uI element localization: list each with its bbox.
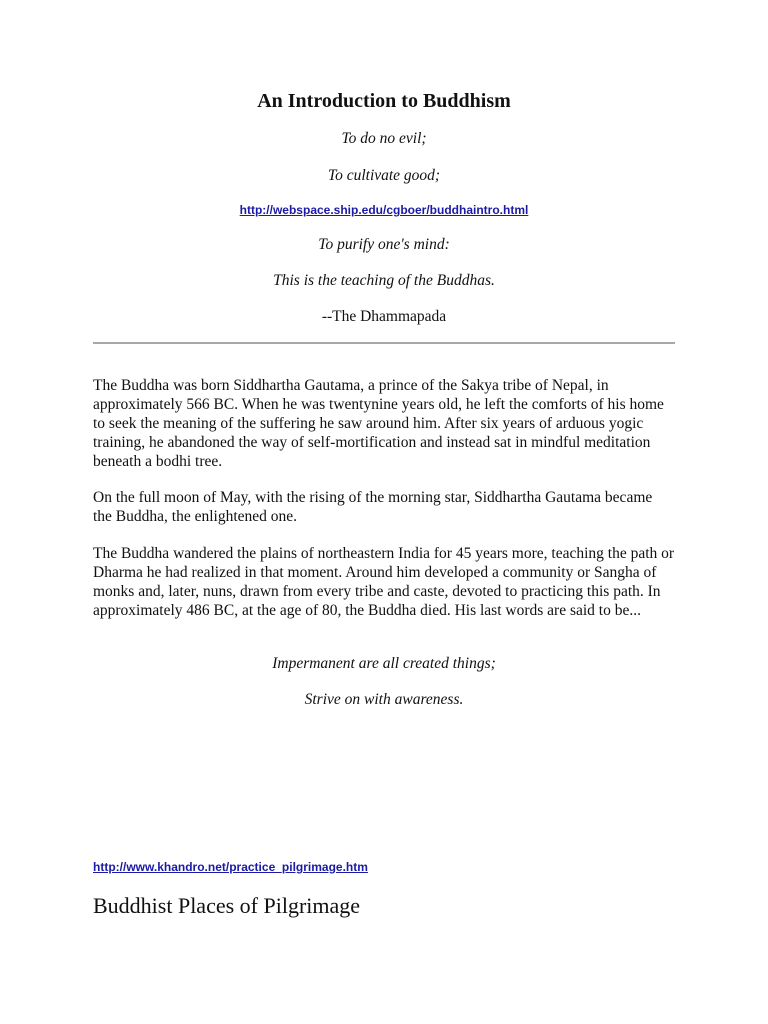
paragraph-enlightenment: On the full moon of May, with the rising of the morning star, Siddhartha Gautama became the Buddha, the enlightened one. xyxy=(93,489,653,525)
document-title: An Introduction to Buddhism xyxy=(257,90,511,112)
source-link-buddhaintro[interactable]: http://webspace.ship.edu/cgboer/buddhaintro.html xyxy=(239,203,529,217)
last-words-line-1: Impermanent are all created things; xyxy=(272,655,496,672)
verse-attribution: --The Dhammapada xyxy=(321,308,447,325)
source-link-pilgrimage[interactable]: http://www.khandro.net/practice_pilgrimage.htm xyxy=(93,860,368,874)
section-heading-pilgrimage: Buddhist Places of Pilgrimage xyxy=(93,893,361,918)
verse-line-2: To cultivate good; xyxy=(327,167,441,184)
paragraph-birth: The Buddha was born Siddhartha Gautama, a prince of the Sakya tribe of Nepal, in approximately 566 BC. When he was twentynine years old, he left the comforts of his home to seek the meaning of the suffering he saw around him. After six years of arduous yogic training, he abandoned the way of self-mortification and instead sat in mindful meditation beneath a bodhi tree. xyxy=(93,377,664,470)
verse-line-1: To do no evil; xyxy=(341,130,427,147)
last-words-line-2: Strive on with awareness. xyxy=(304,691,464,708)
verse-line-3: To purify one's mind: xyxy=(318,236,450,253)
paragraph-teaching: The Buddha wandered the plains of northeastern India for 45 years more, teaching the path or Dharma he had realized in that moment. Around him developed a community or Sangha of monks and, later, nuns, drawn from every tribe and caste, devoted to practicing this path. In approximately 486 BC, at the age of 80, the Buddha died. His last words are said to be... xyxy=(93,545,675,619)
verse-line-4: This is the teaching of the Buddhas. xyxy=(273,272,495,289)
horizontal-divider xyxy=(93,342,675,344)
